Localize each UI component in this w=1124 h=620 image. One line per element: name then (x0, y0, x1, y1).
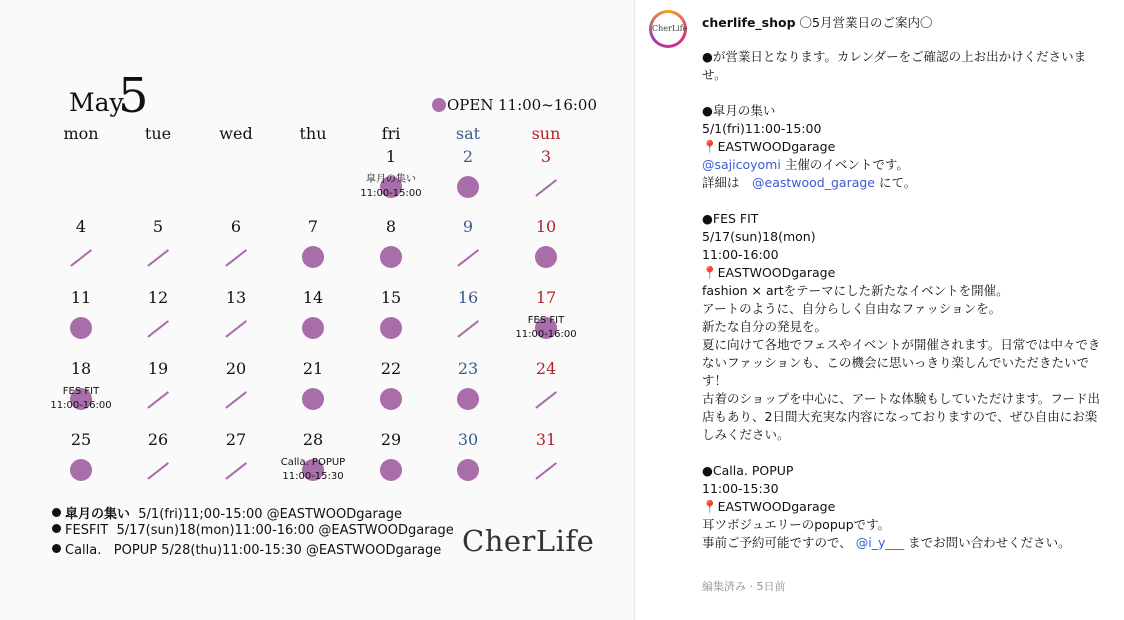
day-number: 2 (462, 147, 474, 166)
day-number: 18 (70, 359, 92, 378)
day-number: 26 (147, 430, 169, 449)
caption-intro: ●が営業日となります。カレンダーをご確認の上お出かけくださいませ。 (702, 49, 1087, 82)
legend-line-1 (52, 503, 402, 522)
open-dot-icon (432, 98, 446, 112)
legend-title: Calla. (65, 543, 102, 558)
open-day-dot-icon (457, 388, 479, 410)
day-number: 6 (230, 217, 242, 236)
event-contact (702, 534, 1102, 552)
weekday-fri: fri (381, 124, 401, 143)
day-number: 7 (307, 217, 319, 236)
event-title: ●FES FIT (702, 211, 759, 226)
detail-suffix: にて。 (875, 175, 917, 190)
day-number: 14 (302, 288, 324, 307)
event-host (702, 156, 1102, 174)
avatar[interactable] (649, 10, 687, 48)
avatar-logo: CherLife (652, 13, 684, 45)
weekday-thu: thu (299, 124, 327, 143)
event-place: 📍EASTWOODgarage (702, 499, 836, 514)
day-number: 29 (380, 430, 402, 449)
event-label-line: 11:00-15:30 (282, 471, 344, 482)
month-word: May (69, 88, 124, 117)
open-day-dot-icon (535, 246, 557, 268)
closed-day-slash-icon (225, 462, 246, 479)
weekday-tue: tue (144, 124, 172, 143)
month-number: 5 (118, 68, 149, 124)
caption-event-2 (702, 210, 1102, 444)
day-number: 11 (70, 288, 92, 307)
day-number: 4 (75, 217, 87, 236)
brand-logo: CherLife (462, 524, 595, 558)
closed-day-slash-icon (147, 249, 168, 266)
event-label-line: 11:00-16:00 (50, 400, 112, 411)
day-number: 28 (302, 430, 324, 449)
closed-day-slash-icon (225, 320, 246, 337)
closed-day-slash-icon (535, 179, 556, 196)
day-number: 17 (535, 288, 557, 307)
day-number: 12 (147, 288, 169, 307)
closed-day-slash-icon (147, 462, 168, 479)
day-number: 5 (152, 217, 164, 236)
host-text: 主催のイベントです。 (780, 157, 909, 172)
username-link[interactable]: cherlife_shop (702, 15, 796, 30)
bullet-icon (52, 524, 61, 533)
open-day-dot-icon (302, 388, 324, 410)
event-time: 11:00-15:30 (702, 481, 779, 496)
closed-day-slash-icon (147, 320, 168, 337)
weekday-wed: wed (219, 124, 253, 143)
day-number: 8 (385, 217, 397, 236)
closed-day-slash-icon (70, 249, 91, 266)
event-line: 新たな自分の発見を。 (702, 319, 828, 334)
day-number: 27 (225, 430, 247, 449)
day-number: 23 (457, 359, 479, 378)
bullet-icon (52, 544, 61, 553)
closed-day-slash-icon (225, 249, 246, 266)
day-number: 1 (385, 147, 397, 166)
day-number: 10 (535, 217, 557, 236)
legend-detail: POPUP 5/28(thu)11:00-15:30 @EASTWOODgarage (113, 543, 442, 558)
event-line: アートのように、自分らしく自由なファッションを。 (702, 301, 1002, 316)
post-meta: 編集済み · 5日前 (702, 580, 786, 593)
event-date: 5/17(sun)18(mon) (702, 229, 816, 244)
weekday-sun: sun (531, 124, 561, 143)
event-title: ●皐月の集い (702, 103, 776, 118)
closed-day-slash-icon (225, 391, 246, 408)
event-label-line: 皐月の集い (366, 174, 416, 185)
open-day-dot-icon (70, 459, 92, 481)
open-day-dot-icon (380, 317, 402, 339)
open-day-dot-icon (380, 459, 402, 481)
event-label-line: 11:00-15:00 (360, 188, 422, 199)
closed-day-slash-icon (535, 391, 556, 408)
event-place: 📍EASTWOODgarage (702, 139, 836, 154)
event-line: 夏に向けて各地でフェスやイベントが開催されます。日常では中々できないファッションも、この機会に思いっきり楽しんでいただきたいです！ (702, 337, 1101, 388)
mention-link[interactable]: @eastwood_garage (752, 175, 876, 190)
detail-prefix: 詳細は (702, 175, 753, 190)
legend-line-3 (52, 543, 441, 558)
contact-prefix: 事前ご予約可能ですので、 (702, 535, 856, 550)
closed-day-slash-icon (457, 320, 478, 337)
event-label-line: FES FIT (62, 386, 100, 397)
open-day-dot-icon (302, 246, 324, 268)
day-number: 31 (535, 430, 557, 449)
open-day-dot-icon (457, 176, 479, 198)
legend-title: FESFIT (65, 523, 109, 538)
open-day-dot-icon (457, 459, 479, 481)
event-line: fashion × artをテーマにした新たなイベントを開催。 (702, 283, 1009, 298)
closed-day-slash-icon (535, 462, 556, 479)
legend-detail: 5/1(fri)11;00-15:00 @EASTWOODgarage (138, 507, 403, 522)
open-day-dot-icon (380, 246, 402, 268)
weekday-mon: mon (63, 124, 99, 143)
bullet-icon (52, 508, 61, 517)
legend-detail: 5/17(sun)18(mon)11:00-16:00 @EASTWOODgarage (116, 523, 454, 538)
day-number: 20 (225, 359, 247, 378)
caption (702, 14, 1102, 552)
event-time: 11:00-16:00 (702, 247, 779, 262)
divider (634, 0, 635, 620)
event-label (341, 173, 441, 201)
event-label (31, 385, 131, 413)
event-label-line: FES FIT (527, 315, 565, 326)
legend-line-2 (52, 523, 454, 538)
day-number: 19 (147, 359, 169, 378)
day-number: 30 (457, 430, 479, 449)
event-date: 5/1(fri)11:00-15:00 (702, 121, 822, 136)
day-number: 24 (535, 359, 557, 378)
mention-link[interactable]: @sajicoyomi (702, 157, 781, 172)
day-number: 22 (380, 359, 402, 378)
legend-title: 皐月の集い (65, 507, 131, 522)
open-hours: 11:00~16:00 (498, 96, 598, 114)
caption-header (702, 14, 1102, 32)
event-label-line: 11:00-16:00 (515, 329, 577, 340)
caption-event-3 (702, 462, 1102, 552)
event-line: 耳ツボジュエリーのpopupです。 (702, 517, 891, 532)
closed-day-slash-icon (457, 249, 478, 266)
caption-headline: 〇5月営業日のご案内〇 (799, 15, 933, 30)
day-number: 21 (302, 359, 324, 378)
day-number: 25 (70, 430, 92, 449)
open-day-dot-icon (70, 317, 92, 339)
weekday-sat: sat (455, 124, 481, 143)
caption-event-1 (702, 102, 1102, 192)
event-label-line: Calla. POPUP (280, 457, 346, 468)
event-label (496, 314, 596, 342)
open-day-dot-icon (380, 388, 402, 410)
open-day-dot-icon (302, 317, 324, 339)
event-place: 📍EASTWOODgarage (702, 265, 836, 280)
mention-link[interactable]: @i_y___ (855, 535, 905, 550)
event-detail (702, 174, 1102, 192)
day-number: 3 (540, 147, 552, 166)
closed-day-slash-icon (147, 391, 168, 408)
open-label: OPEN (447, 96, 494, 114)
event-line: 古着のショップを中心に、アートな体験もしていただけます。フード出店もあり、2日間大充実な内容になっておりますので、ぜひ自由にお楽しみください。 (702, 391, 1101, 442)
event-title: ●Calla. POPUP (702, 463, 794, 478)
day-number: 9 (462, 217, 474, 236)
day-number: 13 (225, 288, 247, 307)
day-number: 16 (457, 288, 479, 307)
day-number: 15 (380, 288, 402, 307)
contact-suffix: までお問い合わせください。 (904, 535, 1071, 550)
event-label (263, 456, 363, 484)
